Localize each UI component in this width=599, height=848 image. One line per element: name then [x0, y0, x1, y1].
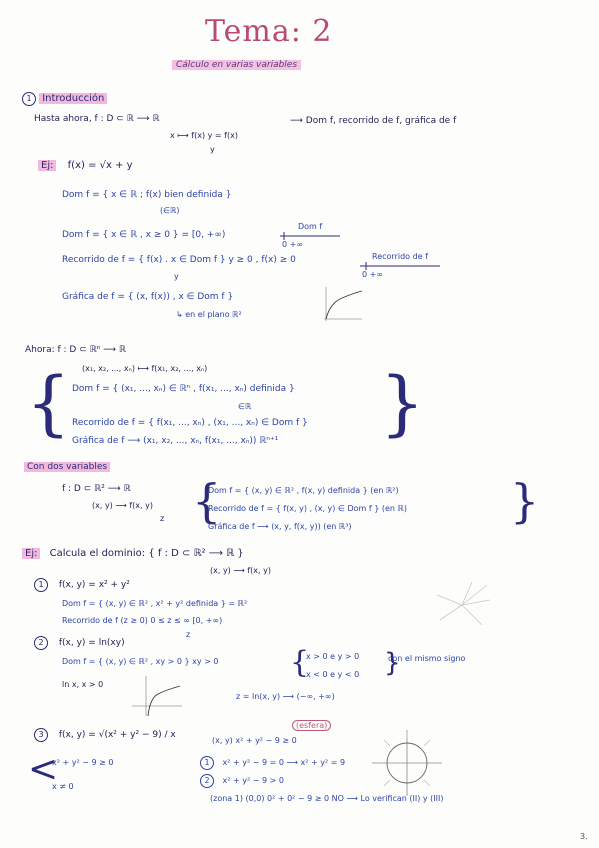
- item-number: 3: [34, 728, 48, 742]
- option-number: 1: [200, 756, 214, 770]
- ej1-dom1: Dom f = { x ∈ ℝ ; f(x) bien definida }: [62, 190, 232, 200]
- intro-map-sub: y: [210, 145, 215, 154]
- page-subtitle: Cálculo en varias variables: [172, 60, 301, 70]
- section-heading: Introducción: [39, 93, 107, 104]
- sqrt-graph-icon: [322, 285, 364, 321]
- page-number: 3.: [580, 832, 588, 841]
- dos-heading-row: [24, 462, 110, 472]
- ej2-row: [22, 548, 244, 559]
- example-label: Ej:: [38, 160, 56, 171]
- ej1-dom2-note: Dom f: [298, 222, 323, 231]
- intro-line-right: ⟶ Dom f, recorrido de f, gráfica de f: [290, 116, 457, 126]
- item2-case-bottom: x < 0 e y < 0: [306, 670, 360, 679]
- ahora-rec: Recorrido de f = { f(x₁, ..., xₙ) , (x₁, ..., xₙ) ∈ Dom f }: [72, 418, 308, 428]
- right-brace: }: [380, 362, 425, 444]
- dos-rec: Recorrido de f = { f(x, y) , (x, y) ∈ Dom f } (en ℝ): [208, 504, 407, 513]
- item2-case-top: x > 0 e y > 0: [306, 652, 360, 661]
- item3-right1: (x, y) x² + y² − 9 ≥ 0: [212, 736, 297, 745]
- ahora-dom-sub: ∈ℝ: [238, 402, 252, 411]
- section-number: 1: [22, 92, 36, 106]
- item3-last: (zona 1) (0,0) 0² + 0² − 9 ≥ 0 NO ⟶ Lo verifican (II) y (III): [210, 794, 444, 803]
- example-label: Ej:: [22, 548, 40, 559]
- ej1-recorrido-sub: y: [174, 272, 179, 281]
- item-number: 1: [34, 578, 48, 592]
- ej1-row: [38, 160, 133, 171]
- ej1-dom2-axis: 0 +∞: [282, 240, 303, 249]
- ej2-item1-row: [34, 578, 130, 592]
- page-title: Tema: 2: [205, 14, 333, 49]
- dos-graf: Gráfica de f ⟶ (x, y, f(x, y)) (en ℝ³): [208, 522, 352, 531]
- item3-cond1: x² + y² − 9 ≥ 0: [52, 758, 114, 767]
- log-graph-icon: [132, 676, 182, 716]
- dos-line2: (x, y) ⟶ f(x, y): [92, 501, 153, 510]
- item1-rec-sub: z: [186, 630, 191, 639]
- item3-cond2: x ≠ 0: [52, 782, 74, 791]
- item2-range: z = ln(x, y) ⟶ (−∞, +∞): [236, 692, 335, 701]
- ej1-recorrido: Recorrido de f = { f(x) . x ∈ Dom f } y ≥ 0 , f(x) ≥ 0: [62, 255, 296, 265]
- item3-function: f(x, y) = √(x² + y² − 9) / x: [58, 730, 176, 740]
- ahora-line2: (x₁, x₂, ..., xₙ) ⟼ f(x₁, x₂, ..., xₙ): [82, 364, 208, 373]
- ej2-title-map: (x, y) ⟶ f(x, y): [210, 566, 271, 575]
- item3-opt2-row: [200, 774, 284, 788]
- ej1-grafica: Gráfica de f = { (x, f(x)) , x ∈ Dom f }: [62, 292, 234, 302]
- item1-dom: Dom f = { (x, y) ∈ ℝ² , x² + y² definida } = ℝ²: [62, 599, 248, 608]
- option-number: 2: [200, 774, 214, 788]
- ej1-dom1-sub: (∈ℝ): [160, 206, 180, 215]
- range-axis-icon: [360, 262, 440, 270]
- item3-opt1-row: [200, 756, 345, 770]
- ej1-dom2: Dom f = { x ∈ ℝ , x ≥ 0 } = [0, +∞): [62, 230, 226, 240]
- item2-side: ln x, x > 0: [62, 680, 104, 689]
- ej2-item3-row: [34, 728, 176, 742]
- dos-line1: f : D ⊂ ℝ² ⟶ ℝ: [62, 484, 131, 494]
- item2-right-brace: }: [384, 648, 401, 678]
- item2-dom: Dom f = { (x, y) ∈ ℝ² , xy > 0 } xy > 0: [62, 657, 219, 666]
- circle-regions-sketch-icon: [372, 730, 442, 796]
- dos-line2-sub: z: [160, 514, 165, 523]
- item2-function: f(x, y) = ln(xy): [58, 638, 125, 648]
- item1-rec: Recorrido de f (z ≥ 0) 0 ≤ z ≤ ∞ [0, +∞): [62, 616, 223, 625]
- ej1-grafica-sub: ↳ en el plano ℝ²: [176, 310, 242, 319]
- ej2-title: Calcula el dominio: { f : D ⊂ ℝ² ⟶ ℝ }: [49, 548, 244, 559]
- ahora-line1: Ahora: f : D ⊂ ℝⁿ ⟶ ℝ: [25, 345, 127, 355]
- item-number: 2: [34, 636, 48, 650]
- dos-heading: Con dos variables: [24, 462, 110, 472]
- item1-function: f(x, y) = x² + y²: [58, 580, 130, 590]
- item3-right-tag: (esfera): [292, 720, 331, 731]
- intro-line: Hasta ahora, f : D ⊂ ℝ ⟶ ℝ: [34, 114, 160, 124]
- intro-heading-row: [22, 92, 107, 106]
- item3-opt2: x² + y² − 9 > 0: [222, 776, 284, 785]
- domain-axis-icon: [280, 232, 340, 240]
- ej1-recorrido-note: Recorrido de f: [372, 252, 428, 261]
- item2-brace: {: [290, 645, 310, 680]
- ej1-recorrido-axis: 0 +∞: [362, 270, 383, 279]
- item3-brace: <: [28, 749, 59, 790]
- ahora-dom: Dom f = { (x₁, ..., xₙ) ∈ ℝⁿ , f(x₁, ..., xₙ) definida }: [72, 384, 295, 394]
- dos-dom: Dom f = { (x, y) ∈ ℝ² , f(x, y) definida } (en ℝ²): [208, 486, 399, 495]
- dos-left-brace: {: [192, 474, 222, 528]
- left-brace: {: [26, 362, 71, 444]
- item2-cases-note: con el mismo signo: [388, 654, 466, 663]
- dos-right-brace: }: [510, 474, 540, 528]
- ahora-graf: Gráfica de f ⟶ (x₁, x₂, ..., xₙ, f(x₁, ..., xₙ)) ℝⁿ⁺¹: [72, 436, 279, 446]
- paraboloid-sketch-icon: [432, 580, 492, 630]
- intro-map: x ⟼ f(x) y = f(x): [170, 131, 238, 140]
- ej2-item2-row: [34, 636, 125, 650]
- ej1-function: f(x) = √x + y: [67, 160, 133, 171]
- item3-opt1: x² + y² − 9 = 0 ⟶ x² + y² = 9: [222, 758, 346, 767]
